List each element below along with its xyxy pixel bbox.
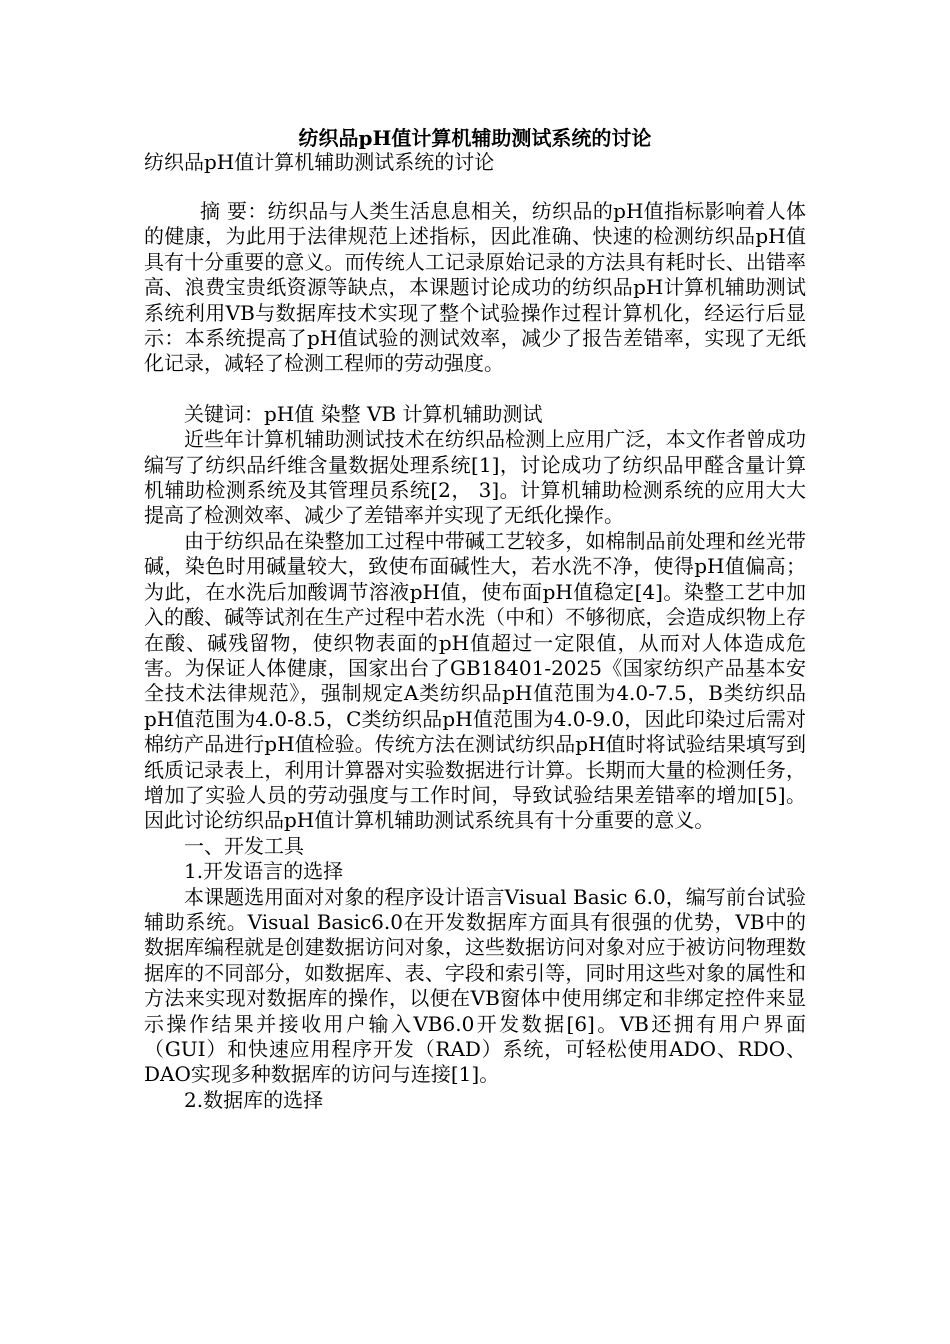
subsection-heading-1: 1.开发语言的选择	[184, 859, 344, 884]
paragraph-gap	[144, 377, 806, 402]
document-title: 纺织品pH值计算机辅助测试系统的讨论	[298, 126, 652, 150]
document-body	[144, 199, 806, 1113]
body-paragraph-1: 近些年计算机辅助测试技术在纺织品检测上应用广泛，本文作者曾成功编写了纺织品纤维含量数据处理系统[1]，讨论成功了纺织品甲醛含量计算机辅助检测系统及其管理员系统[2， 3]。计算机辅助检测系统的应用大大提高了检测效率、减少了差错率并实现了无纸化操作。	[144, 427, 806, 528]
abstract-paragraph: 摘 要：纺织品与人类生活息息相关，纺织品的pH值指标影响着人体的健康，为此用于法律规范上述指标，因此准确、快速的检测纺织品pH值具有十分重要的意义。而传统人工记录原始记录的方法具有耗时长、出错率高、浪费宝贵纸资源等缺点，本课题讨论成功的纺织品pH计算机辅助测试系统利用VB与数据库技术实现了整个试验操作过程计算机化，经运行后显示：本系统提高了pH值试验的测试效率，减少了报告差错率，实现了无纸化记录，减轻了检测工程师的劳动强度。	[144, 199, 806, 376]
document-subtitle: 纺织品pH值计算机辅助测试系统的讨论	[144, 150, 495, 174]
subsection-heading-2: 2.数据库的选择	[184, 1087, 324, 1112]
body-paragraph-2: 由于纺织品在染整加工过程中带碱工艺较多，如棉制品前处理和丝光带碱，染色时用碱量较大，致使布面碱性大，若水洗不净，使得pH值偏高；为此，在水洗后加酸调节溶液pH值，使布面pH值稳定[4]。染整工艺中加入的酸、碱等试剂在生产过程中若水洗（中和）不够彻底，会造成织物上存在酸、碱残留物，使织物表面的pH值超过一定限值，从而对人体造成危害。为保证人体健康，国家出台了GB18401-2025《国家纺织产品基本安全技术法律规范》，强制规定A类纺织品pH值范围为4.0-7.5，B类纺织品pH值范围为4.0-8.5，C类纺织品pH值范围为4.0-9.0，因此印染过后需对棉纺产品进行pH值检验。传统方法在测试纺织品pH值时将试验结果填写到纸质记录表上，利用计算器对实验数据进行计算。长期而大量的检测任务，增加了实验人员的劳动强度与工作时间，导致试验结果差错率的增加[5]。因此讨论纺织品pH值计算机辅助测试系统具有十分重要的意义。	[144, 528, 806, 833]
section-heading-1: 一、开发工具	[184, 833, 304, 858]
body-paragraph-3: 本课题选用面对对象的程序设计语言Visual Basic 6.0，编写前台试验辅助系统。Visual Basic6.0在开发数据库方面具有很强的优势，VB中的数据库编程就是创建数据访问对象，这些数据访问对象对应于被访问物理数据库的不同部分，如数据库、表、字段和索引等，同时用这些对象的属性和方法来实现对数据库的操作，以便在VB窗体中使用绑定和非绑定控件来显示操作结果并接收用户输入VB6.0开发数据[6]。VB还拥有用户界面（GUI）和快速应用程序开发（RAD）系统，可轻松使用ADO、RDO、DAO实现多种数据库的访问与连接[1]。	[144, 884, 806, 1087]
keywords-line: 关键词：pH值 染整 VB 计算机辅助测试	[184, 401, 543, 426]
